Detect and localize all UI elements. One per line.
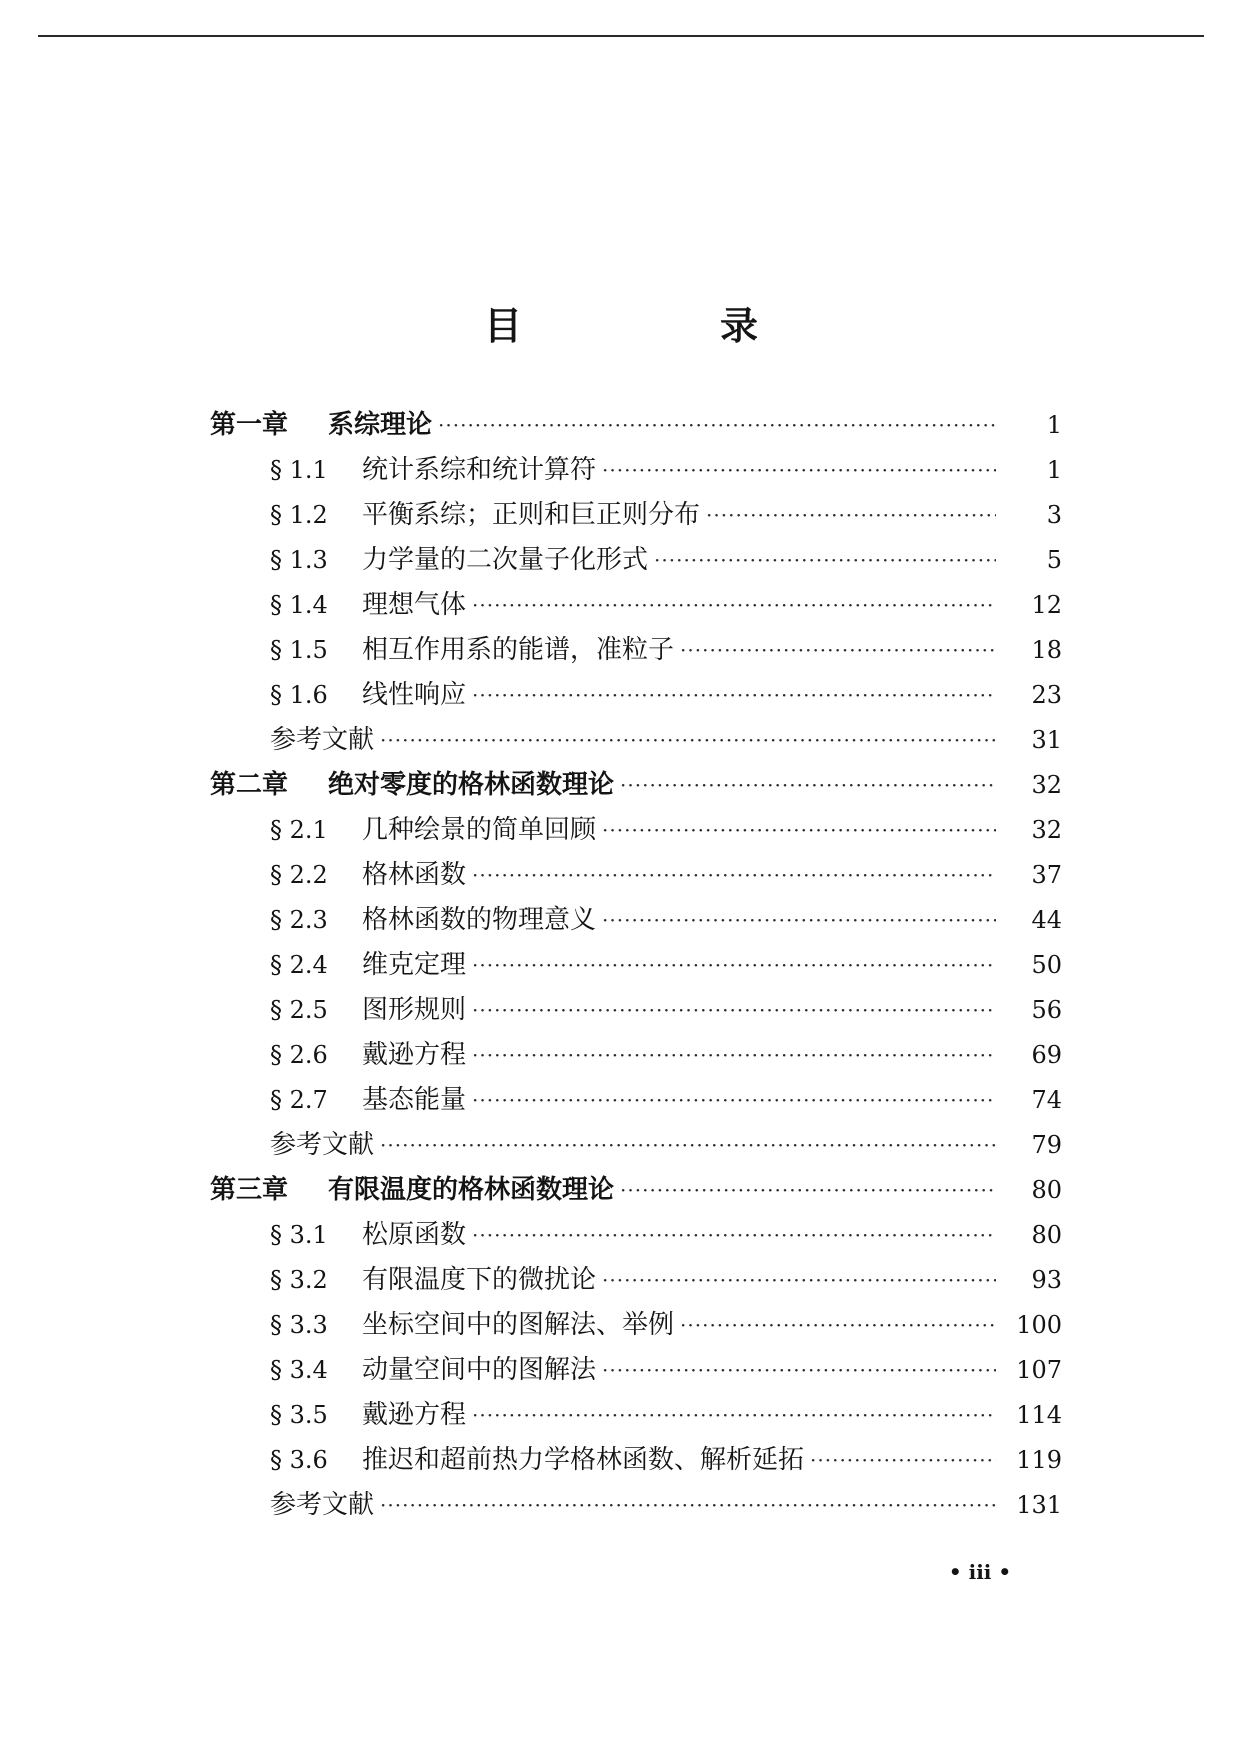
toc-text: 理想气体 [362,590,467,620]
toc-page: 32 [1031,816,1062,844]
toc-number: § 1.6 [270,681,328,709]
toc-text: 平衡系综；正则和巨正则分布 [362,500,701,530]
toc-text: 坐标空间中的图解法、举例 [362,1310,675,1340]
toc-chapter[interactable] [210,1170,1062,1210]
toc-text: 线性响应 [362,680,467,710]
toc-page: 114 [1016,1401,1062,1429]
toc-section[interactable] [270,1440,1062,1480]
dot-leader [380,720,996,760]
toc-page: 119 [1016,1446,1062,1474]
dot-leader [472,675,996,715]
toc-page: 1 [1046,411,1062,439]
dot-leader [654,540,996,580]
dot-leader [602,1350,996,1390]
toc-section[interactable] [270,450,1062,490]
toc-number: 第一章 [210,410,289,440]
dot-leader [472,1035,996,1075]
toc-text: 参考文献 [270,1130,375,1160]
toc-number: § 3.1 [270,1221,328,1249]
dot-leader [472,1215,996,1255]
toc-number: § 3.5 [270,1401,328,1429]
toc-page: 3 [1046,501,1062,529]
toc-section[interactable] [270,540,1062,580]
dot-leader [706,495,996,535]
toc-page: 18 [1031,636,1062,664]
dot-leader [810,1440,996,1480]
toc-number: § 2.4 [270,951,328,979]
toc-text: 几种绘景的简单回顾 [362,815,597,845]
toc-number: § 2.2 [270,861,328,889]
dot-leader [602,450,996,490]
toc-number: § 1.3 [270,546,328,574]
toc-page: 32 [1031,771,1062,799]
toc-number: § 1.4 [270,591,328,619]
toc-section[interactable] [270,495,1062,535]
toc-page: 50 [1031,951,1062,979]
toc-number: § 2.5 [270,996,328,1024]
toc-page: 5 [1046,546,1062,574]
dot-leader [620,1170,996,1210]
toc-references[interactable] [270,1485,1062,1525]
top-rule [38,35,1204,37]
toc-section[interactable] [270,1035,1062,1075]
toc-text: 戴逊方程 [362,1400,467,1430]
toc-text: 系综理论 [328,410,433,440]
dot-leader [472,1080,996,1120]
toc-number: § 3.4 [270,1356,328,1384]
toc-section[interactable] [270,1080,1062,1120]
toc-text: 绝对零度的格林函数理论 [328,770,615,800]
toc-page: 79 [1031,1131,1062,1159]
toc-page: 80 [1031,1221,1062,1249]
toc-section[interactable] [270,810,1062,850]
toc-text: 相互作用系的能谱，准粒子 [362,635,675,665]
page-number: • iii • [948,1560,1012,1584]
toc-page: 100 [1016,1311,1062,1339]
toc-text: 格林函数 [362,860,467,890]
dot-leader [680,1305,996,1345]
toc-page: 56 [1031,996,1062,1024]
toc-number: 第二章 [210,770,289,800]
toc-text: 维克定理 [362,950,467,980]
toc-section[interactable] [270,855,1062,895]
toc-page: 80 [1031,1176,1062,1204]
toc-section[interactable] [270,1350,1062,1390]
toc-page: 107 [1016,1356,1062,1384]
toc-chapter[interactable] [210,765,1062,805]
toc-references[interactable] [270,1125,1062,1165]
toc-text: 基态能量 [362,1085,467,1115]
toc-section[interactable] [270,1215,1062,1255]
dot-leader [472,1395,996,1435]
toc-number: § 2.1 [270,816,328,844]
toc-text: 参考文献 [270,1490,375,1520]
page-title: 目 录 [483,304,838,348]
toc-chapter[interactable] [210,405,1062,445]
toc-number: § 3.2 [270,1266,328,1294]
toc-page: 23 [1031,681,1062,709]
toc-number: § 3.6 [270,1446,328,1474]
dot-leader [380,1125,996,1165]
dot-leader [472,945,996,985]
toc-page: 31 [1031,726,1062,754]
toc-text: 统计系综和统计算符 [362,455,597,485]
toc-section[interactable] [270,1395,1062,1435]
toc-number: § 2.3 [270,906,328,934]
toc-section[interactable] [270,1305,1062,1345]
toc-text: 动量空间中的图解法 [362,1355,597,1385]
toc-text: 推迟和超前热力学格林函数、解析延拓 [362,1445,805,1475]
toc-section[interactable] [270,675,1062,715]
toc-section[interactable] [270,585,1062,625]
toc-text: 松原函数 [362,1220,467,1250]
toc-text: 力学量的二次量子化形式 [362,545,649,575]
toc-page: 37 [1031,861,1062,889]
dot-leader [472,990,996,1030]
toc-page: 74 [1031,1086,1062,1114]
toc-references[interactable] [270,720,1062,760]
toc-number: § 2.7 [270,1086,328,1114]
toc-number: 第三章 [210,1175,289,1205]
toc-text: 图形规则 [362,995,467,1025]
toc-text: 有限温度下的微扰论 [362,1265,597,1295]
toc-section[interactable] [270,990,1062,1030]
toc-number: § 1.5 [270,636,328,664]
dot-leader [602,810,996,850]
toc-number: § 1.1 [270,456,328,484]
dot-leader [602,900,996,940]
toc-page: 69 [1031,1041,1062,1069]
toc-section[interactable] [270,900,1062,940]
toc-section[interactable] [270,630,1062,670]
toc-number: § 2.6 [270,1041,328,1069]
dot-leader [680,630,996,670]
toc-text: 戴逊方程 [362,1040,467,1070]
dot-leader [602,1260,996,1300]
dot-leader [380,1485,996,1525]
toc-number: § 3.3 [270,1311,328,1339]
toc-page: 131 [1016,1491,1062,1519]
dot-leader [620,765,996,805]
toc-page: 1 [1046,456,1062,484]
toc-section[interactable] [270,1260,1062,1300]
toc-page: 12 [1031,591,1062,619]
toc-page: 44 [1031,906,1062,934]
toc-number: § 1.2 [270,501,328,529]
dot-leader [472,855,996,895]
toc-text: 参考文献 [270,725,375,755]
toc-text: 有限温度的格林函数理论 [328,1175,615,1205]
toc-section[interactable] [270,945,1062,985]
dot-leader [472,585,996,625]
toc-text: 格林函数的物理意义 [362,905,597,935]
toc-page: 93 [1031,1266,1062,1294]
dot-leader [438,405,996,445]
